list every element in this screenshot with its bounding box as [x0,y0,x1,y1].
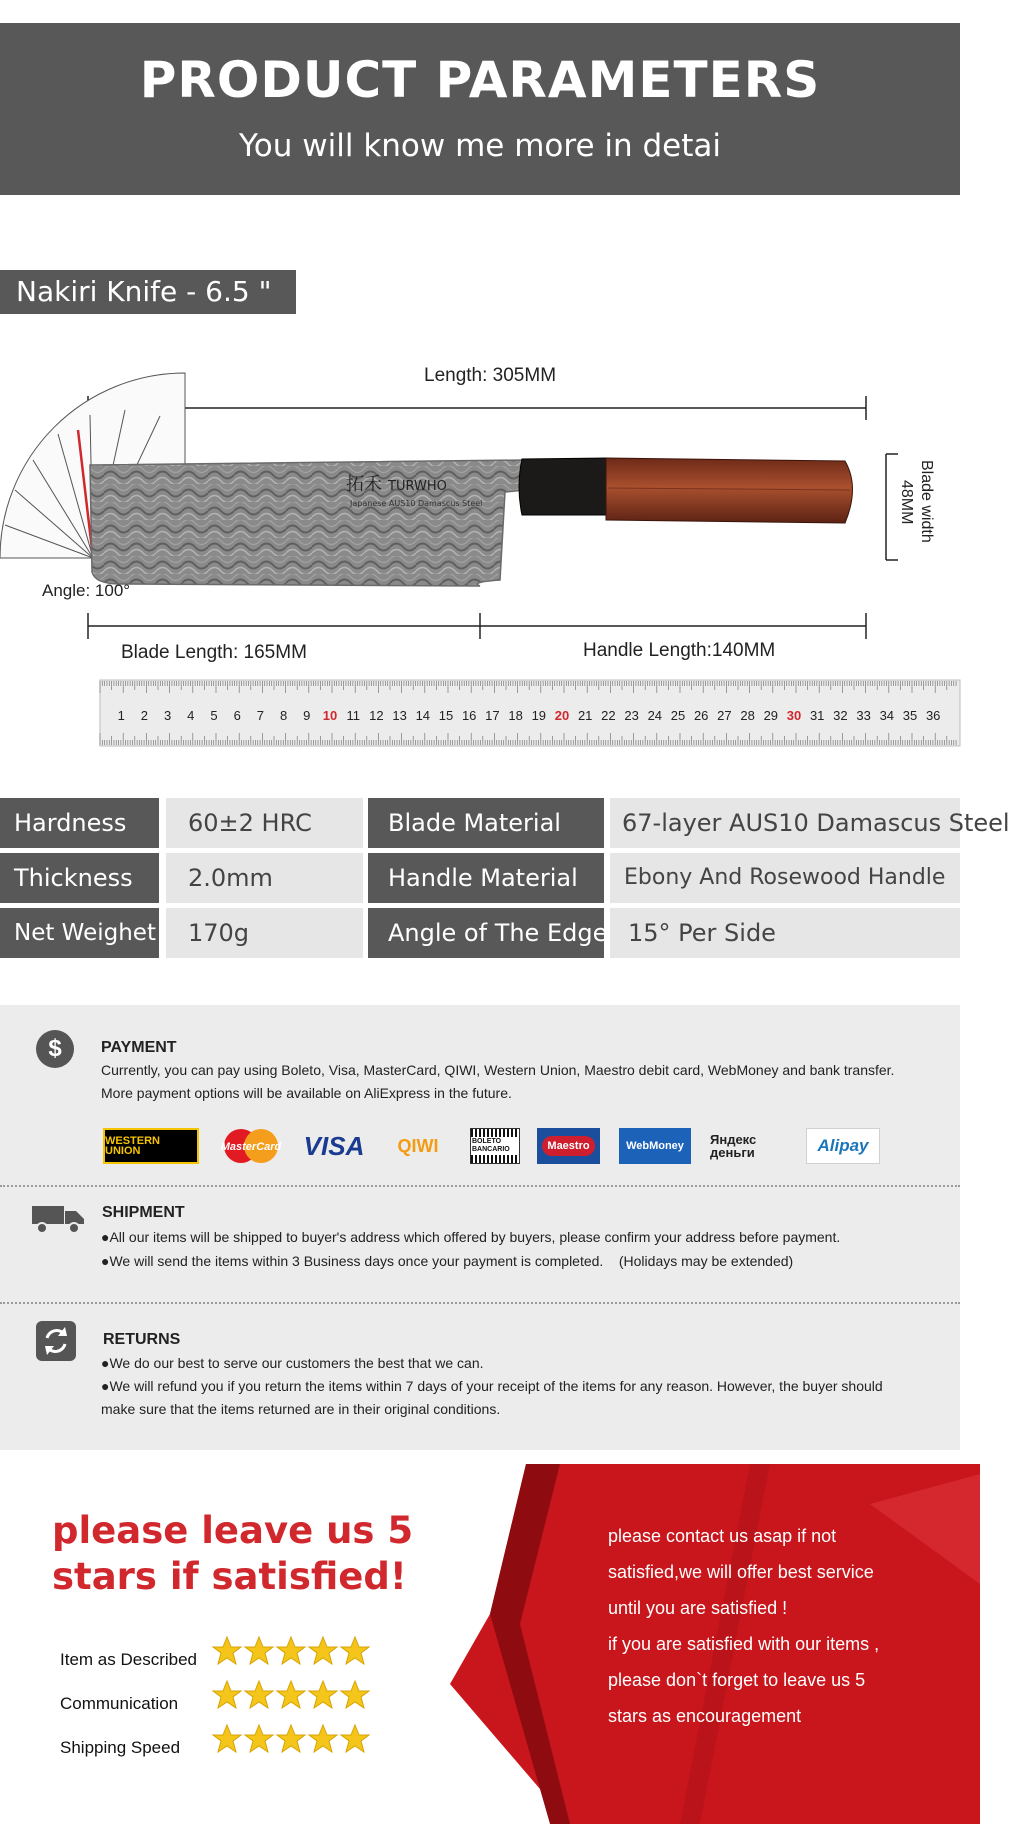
spec-value: 15° Per Side [610,908,960,958]
returns-line: ●We do our best to serve our customers the best that we can. [101,1355,484,1371]
handle-length-label: Handle Length:140MM [583,640,776,661]
angle-label: Angle: 100° [42,581,131,600]
page-title: PRODUCT PARAMETERS [139,51,821,109]
ruler-number: 31 [809,708,825,723]
section-divider [0,1185,960,1187]
spec-label: Hardness [0,798,159,848]
ruler-number: 16 [461,708,477,723]
star-icon [276,1680,306,1710]
western-union-logo: WESTERN UNION [103,1128,199,1164]
refresh-icon [36,1321,76,1361]
rating-section [0,1450,960,1810]
shipment-title: SHIPMENT [102,1204,185,1221]
ruler-number: 10 [322,708,338,723]
ruler-number: 12 [369,708,384,723]
returns-line: ●We will refund you if you return the items within 7 days of your receipt of the items for any reason. However, the buyer should make sure that the items returned are in their original conditions. [101,1378,883,1417]
shipment-line: ●All our items will be shipped to buyer's address which offered by buyers, please confirm your address before payment. [101,1229,841,1245]
ruler-number: 36 [925,708,941,723]
spec-label: Blade Material [368,798,604,848]
ruler-number: 2 [140,708,149,723]
ruler-number: 8 [279,708,288,723]
star-icon [308,1680,338,1710]
ruler-number: 24 [647,708,663,723]
spec-label: Handle Material [368,853,604,903]
message-line: satisfied,we will offer best service [608,1562,874,1582]
visa-logo: VISA [303,1130,365,1161]
ruler-number: 30 [786,708,802,723]
shipment-line: ●We will send the items within 3 Business days once your payment is completed. (Holidays may be extended) [101,1253,794,1269]
ruler-number: 11 [346,708,360,723]
ruler-number: 32 [833,708,848,723]
star-icon [212,1636,242,1666]
product-name-tag: Nakiri Knife - 6.5 " [0,270,296,314]
blade-width-label: Blade width [918,460,935,543]
ruler-number: 26 [693,708,709,723]
spec-label: Net Weighet [0,908,159,958]
message-line: if you are satisfied with our items , [608,1634,880,1654]
ruler-number: 13 [392,708,407,723]
star-icon [276,1724,306,1754]
message-line: please don`t forget to leave us 5 [608,1670,866,1690]
ruler-number: 18 [508,708,523,723]
star-icon [244,1636,274,1666]
spec-label: Thickness [0,853,159,903]
dollar-icon: $ [36,1030,74,1068]
star-icon [276,1636,306,1666]
blade-brand: TURWHO [388,479,447,494]
message-line: please contact us asap if not [608,1526,837,1546]
ruler-number: 34 [879,708,895,723]
ruler-number: 1 [117,708,125,723]
page-subtitle: You will know me more in detai [238,128,721,164]
store-info-panel [0,1005,960,1450]
ruler-number: 23 [624,708,639,723]
star-rating [212,1724,372,1758]
spec-value: 2.0mm [166,853,363,903]
boleto-logo: BOLETO BANCARIO [470,1128,520,1164]
star-icon [244,1724,274,1754]
rating-label: Shipping Speed [60,1738,181,1757]
ruler-number: 3 [163,708,172,723]
ruler-number: 15 [438,708,454,723]
ruler-number: 35 [902,708,918,723]
section-divider [0,1302,960,1304]
payment-title: PAYMENT [101,1039,177,1056]
ruler-number: 5 [210,708,218,723]
length-label: Length: 305MM [424,365,557,386]
rating-label: Item as Described [60,1650,197,1669]
message-line: until you are satisfied ! [608,1598,788,1618]
spec-label: Angle of The Edge [368,908,604,958]
spec-value: 60±2 HRC [166,798,363,848]
ruler-number: 21 [577,708,593,723]
ruler-number: 28 [740,708,755,723]
ruler-number: 6 [233,708,241,723]
star-icon [308,1724,338,1754]
star-icon [340,1680,370,1710]
ruler-number: 14 [415,708,431,723]
ruler-number: 20 [554,708,570,723]
spec-table [0,798,1010,963]
ruler-number: 19 [531,708,547,723]
header-banner [0,23,960,195]
ruler-number: 22 [601,708,616,723]
ruler-number: 4 [187,708,195,723]
payment-text: Currently, you can pay using Boleto, Visa, MasterCard, QIWI, Western Union, Maestro debit card, WebMoney and bank transfer. More payment options will be available on AliExpress in the future. [101,1062,895,1101]
star-rating [212,1680,372,1714]
blade-engraving: Japanese AUS10 Damascus Steel [350,499,483,508]
spec-value: 67-layer AUS10 Damascus Steel [610,798,960,848]
star-icon [340,1724,370,1754]
star-icon [340,1636,370,1666]
webmoney-logo: WebMoney [619,1128,691,1164]
star-icon [244,1680,274,1710]
rating-headline-line1: please leave us 5 [52,1509,414,1552]
rating-headline [52,1508,413,1600]
ruler-number: 29 [763,708,779,723]
ruler-number: 33 [856,708,871,723]
ruler-number: 17 [485,708,500,723]
blade-brand-cn: 拓禾 [346,474,382,495]
star-rating [212,1636,372,1670]
star-icon [308,1636,338,1666]
ruler-number: 9 [303,708,311,723]
maestro-logo: Maestro [537,1128,600,1164]
star-icon [212,1680,242,1710]
knife-diagram [0,340,960,760]
knife-illustration [0,340,960,760]
svg-text:MasterCard: MasterCard [220,1141,282,1153]
qiwi-logo: QIWI [397,1135,439,1156]
blade-width-value: 48MM [898,480,915,525]
alipay-logo: Alipay [806,1128,880,1164]
truck-icon [32,1200,86,1239]
blade-length-label: Blade Length: 165MM [121,642,307,663]
message-line: stars as encouragement [608,1706,802,1726]
spec-value: 170g [166,908,363,958]
returns-title: RETURNS [103,1331,181,1348]
ruler-number: 27 [717,708,732,723]
rating-headline-line2: stars if satisfied! [52,1555,407,1598]
rating-label: Communication [60,1694,179,1713]
spec-value: Ebony And Rosewood Handle [610,853,960,903]
yandex-money-logo: Яндекс деньги [710,1132,757,1160]
encouragement-message [608,1518,958,1734]
mastercard-logo [219,1128,283,1164]
ruler-number: 25 [670,708,686,723]
ruler-number: 7 [256,708,265,723]
star-icon [212,1724,242,1754]
